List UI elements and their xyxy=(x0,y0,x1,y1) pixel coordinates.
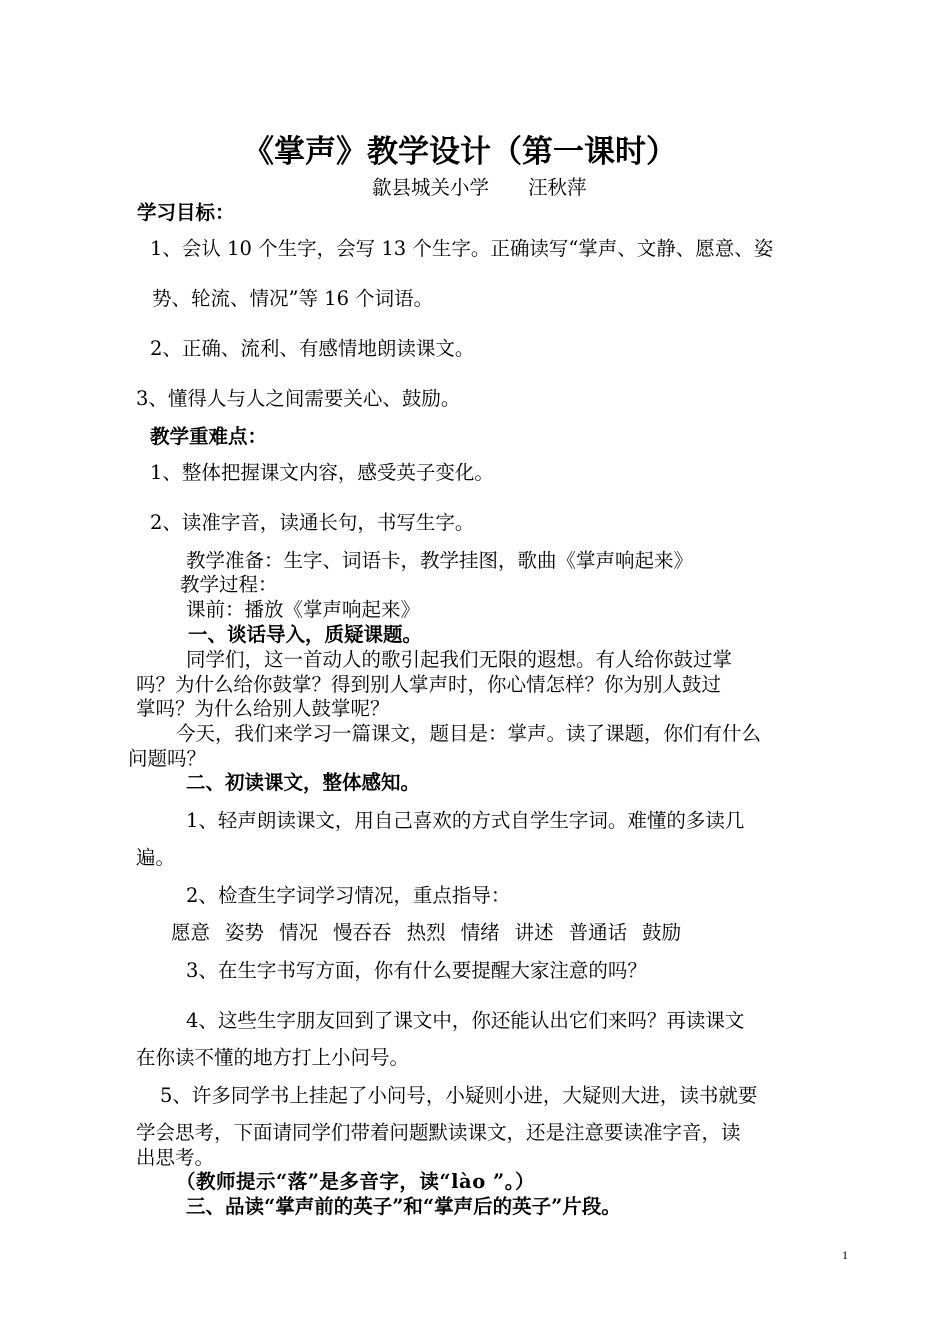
goal-1-line-2: 势、轮流、情况”等 16 个词语。 xyxy=(152,287,434,310)
section-2-item-5-line-1: 5、许多同学书上挂起了小问号，小疑则小进，大疑则大进，读书就要 xyxy=(160,1084,758,1107)
vocabulary-list xyxy=(171,921,696,945)
section-2-item-4-line-1: 4、这些生字朋友回到了课文中，你还能认出它们来吗？再读课文 xyxy=(186,1009,745,1032)
section-1-para-1-line-1: 同学们，这一首动人的歌引起我们无限的遐想。有人给你鼓过掌 xyxy=(186,648,733,671)
vocab-word: 普通话 xyxy=(568,921,628,944)
section-2-item-3: 3、在生字书写方面，你有什么要提醒大家注意的吗？ xyxy=(186,959,647,982)
goals-heading: 学习目标： xyxy=(137,201,235,224)
section-2-item-1-line-1: 1、轻声朗读课文，用自己喜欢的方式自学生字词。难懂的多读几 xyxy=(186,809,745,832)
section-2-heading: 二、初读课文，整体感知。 xyxy=(186,771,421,794)
vocab-word: 慢吞吞 xyxy=(333,921,392,944)
vocab-word: 鼓励 xyxy=(642,921,682,944)
keypoint-1: 1、整体把握课文内容，感受英子变化。 xyxy=(150,461,494,484)
document-title: 《掌声》教学设计（第一课时） xyxy=(243,134,677,170)
section-2-item-5-line-3: 出思考。 xyxy=(136,1146,215,1169)
pre-class-note: 课前：播放《掌声响起来》 xyxy=(186,598,421,621)
page-number: 1 xyxy=(842,1248,848,1262)
goal-2: 2、正确、流利、有感情地朗读课文。 xyxy=(150,337,475,360)
teaching-process-label: 教学过程： xyxy=(180,573,278,596)
section-2-item-1-line-2: 遍。 xyxy=(136,846,176,869)
section-1-heading: 一、谈话导入，质疑课题。 xyxy=(188,623,423,646)
keypoints-heading: 教学重难点： xyxy=(150,425,268,448)
goal-3: 3、懂得人与人之间需要关心、鼓励。 xyxy=(136,387,461,410)
goal-1-line-1: 1、会认 10 个生字，会写 13 个生字。正确读写“掌声、文静、愿意、姿 xyxy=(150,237,774,260)
section-1-para-2-line-1: 今天，我们来学习一篇课文，题目是：掌声。读了课题，你们有什么 xyxy=(176,722,762,745)
section-2-item-2: 2、检查生字词学习情况，重点指导： xyxy=(186,884,511,907)
teacher-hint: （教师提示“落”是多音字，读“lào ”。） xyxy=(176,1170,535,1193)
section-1-para-1-line-3: 掌吗？为什么给别人鼓掌呢？ xyxy=(136,697,390,720)
teaching-preparation: 教学准备：生字、词语卡，教学挂图，歌曲《掌声响起来》 xyxy=(186,549,694,572)
section-3-heading: 三、品读“掌声前的英子”和“掌声后的英子”片段。 xyxy=(186,1195,621,1218)
vocab-word: 愿意 xyxy=(171,921,211,944)
keypoint-2: 2、读准字音，读通长句，书写生字。 xyxy=(150,511,475,534)
vocab-word: 情况 xyxy=(279,921,319,944)
vocab-word: 姿势 xyxy=(225,921,265,944)
vocab-word: 情绪 xyxy=(460,921,500,944)
section-1-para-2-line-2: 问题吗？ xyxy=(128,747,207,770)
section-2-item-4-line-2: 在你读不懂的地方打上小问号。 xyxy=(136,1046,410,1069)
section-2-item-5-line-2: 学会思考，下面请同学们带着问题默读课文，还是注意要读准字音，读 xyxy=(136,1121,741,1144)
vocab-word: 热烈 xyxy=(406,921,446,944)
document-author: 歙县城关小学 汪秋萍 xyxy=(372,176,587,199)
vocab-word: 讲述 xyxy=(514,921,554,944)
section-1-para-1-line-2: 吗？为什么给你鼓掌？得到别人掌声时，你心情怎样？你为别人鼓过 xyxy=(136,673,722,696)
